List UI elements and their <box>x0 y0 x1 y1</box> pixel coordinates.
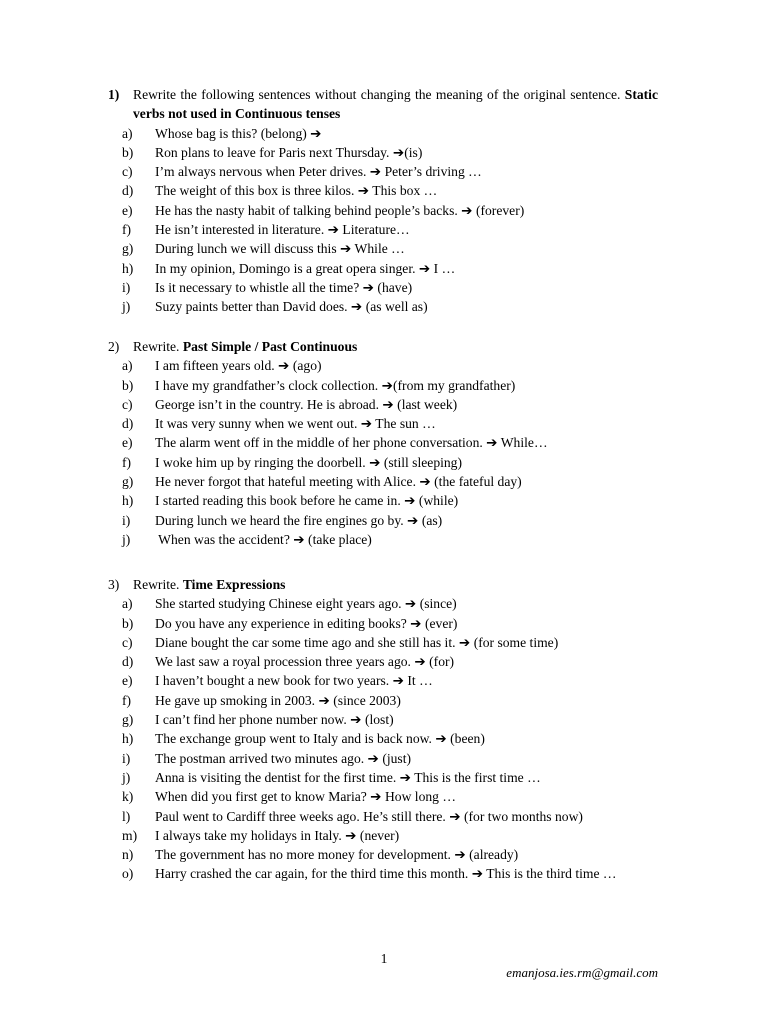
list-item <box>108 729 658 748</box>
item-label: f) <box>122 454 132 470</box>
item-label: h) <box>122 731 134 747</box>
item-text: I can’t find her phone number now. ➔ (lost) <box>155 712 394 728</box>
list-item <box>108 453 658 472</box>
item-label: i) <box>122 512 131 528</box>
item-text: Suzy paints better than David does. ➔ (as well as) <box>155 299 428 315</box>
instruction-topic: Time Expressions <box>182 577 286 592</box>
exercise-heading <box>108 85 658 124</box>
item-label: i) <box>122 279 131 295</box>
list-item <box>108 652 658 671</box>
item-label: c) <box>122 396 133 412</box>
item-text: The weight of this box is three kilos. ➔ This box … <box>155 183 438 199</box>
list-item <box>108 297 658 316</box>
list-item <box>108 826 658 845</box>
item-label: i) <box>122 750 131 766</box>
exercise-number: 3) <box>108 577 120 592</box>
list-item <box>108 633 658 652</box>
item-label: d) <box>122 416 134 432</box>
item-label: j) <box>122 769 131 785</box>
item-text: The postman arrived two minutes ago. ➔ (just) <box>155 750 412 766</box>
list-item <box>108 768 658 787</box>
exercise-instruction <box>133 337 658 356</box>
item-label: a) <box>122 358 133 374</box>
list-item <box>108 749 658 768</box>
exercise-items <box>108 124 658 317</box>
item-text: Harry crashed the car again, for the third time this month. ➔ This is the third time … <box>155 866 617 882</box>
list-item <box>108 278 658 297</box>
item-label: g) <box>122 241 134 257</box>
item-label: b) <box>122 377 134 393</box>
instruction-text: Rewrite the following sentences without changing the meaning of the original sentence. <box>133 87 625 102</box>
item-label: a) <box>122 596 133 612</box>
item-text: It was very sunny when we went out. ➔ The sun … <box>155 416 436 432</box>
list-item <box>108 472 658 491</box>
item-label: h) <box>122 493 134 509</box>
item-text: He has the nasty habit of talking behind people’s backs. ➔ (forever) <box>155 202 525 218</box>
item-text: Diane bought the car some time ago and she still has it. ➔ (for some time) <box>155 634 559 650</box>
list-item <box>108 594 658 613</box>
item-label: b) <box>122 144 134 160</box>
list-item <box>108 807 658 826</box>
list-item <box>108 671 658 690</box>
list-item <box>108 162 658 181</box>
list-item <box>108 143 658 162</box>
instruction-topic: Static verbs not used in Continuous tenses <box>133 87 658 122</box>
exercise-3 <box>108 575 658 884</box>
list-item <box>108 845 658 864</box>
list-item <box>108 787 658 806</box>
list-item <box>108 710 658 729</box>
list-item <box>108 259 658 278</box>
item-label: l) <box>122 808 131 824</box>
item-label: c) <box>122 634 133 650</box>
item-text: Whose bag is this? (belong) ➔ <box>155 125 322 141</box>
instruction-text: Rewrite. <box>133 339 183 354</box>
item-label: e) <box>122 673 133 689</box>
item-label: g) <box>122 474 134 490</box>
exercise-2 <box>108 337 658 549</box>
list-item <box>108 864 658 883</box>
list-item <box>108 239 658 258</box>
exercise-number: 2) <box>108 339 120 354</box>
item-text: He never forgot that hateful meeting with Alice. ➔ (the fateful day) <box>155 474 522 490</box>
list-item <box>108 511 658 530</box>
item-label: a) <box>122 125 133 141</box>
item-text: When did you first get to know Maria? ➔ How long … <box>155 789 456 805</box>
item-text: The alarm went off in the middle of her phone conversation. ➔ While… <box>155 435 548 451</box>
instruction-topic: Past Simple / Past Continuous <box>182 339 358 354</box>
exercise-heading <box>108 337 658 356</box>
item-text: The government has no more money for development. ➔ (already) <box>155 847 519 863</box>
list-item <box>108 201 658 220</box>
item-label: d) <box>122 183 134 199</box>
exercise-instruction <box>133 85 658 124</box>
item-text: The exchange group went to Italy and is back now. ➔ (been) <box>155 731 485 747</box>
item-text: She started studying Chinese eight years ago. ➔ (since) <box>155 596 457 612</box>
item-text: During lunch we will discuss this ➔ While … <box>155 241 405 257</box>
list-item <box>108 530 658 549</box>
item-text: He isn’t interested in literature. ➔ Literature… <box>155 222 410 238</box>
list-item <box>108 124 658 143</box>
item-label: b) <box>122 615 134 631</box>
exercise-heading <box>108 575 658 594</box>
footer-email: emanjosa.ies.rm@gmail.com <box>506 965 658 980</box>
item-text: I have my grandfather’s clock collection. ➔(from my grandfather) <box>155 377 516 393</box>
exercise-instruction <box>133 575 658 594</box>
list-item <box>108 433 658 452</box>
list-item <box>108 181 658 200</box>
item-label: m) <box>122 827 138 843</box>
item-text: He gave up smoking in 2003. ➔ (since 2003) <box>155 692 401 708</box>
item-label: e) <box>122 435 133 451</box>
page-number: 1 <box>380 951 388 966</box>
item-text: During lunch we heard the fire engines go by. ➔ (as) <box>155 512 443 528</box>
item-label: d) <box>122 654 134 670</box>
item-text: In my opinion, Domingo is a great opera singer. ➔ I … <box>155 260 456 276</box>
item-text: Is it necessary to whistle all the time? ➔ (have) <box>155 279 413 295</box>
exercise-items <box>108 594 658 883</box>
item-label: k) <box>122 789 134 805</box>
item-text: I woke him up by ringing the doorbell. ➔ (still sleeping) <box>155 454 463 470</box>
item-text: I started reading this book before he came in. ➔ (while) <box>155 493 459 509</box>
exercise-number: 1) <box>108 87 120 102</box>
item-text: I always take my holidays in Italy. ➔ (never) <box>155 827 400 843</box>
list-item <box>108 356 658 375</box>
item-text: Do you have any experience in editing books? ➔ (ever) <box>155 615 458 631</box>
item-label: o) <box>122 866 134 882</box>
item-text: George isn’t in the country. He is abroad. ➔ (last week) <box>155 396 458 412</box>
list-item <box>108 491 658 510</box>
item-text: Paul went to Cardiff three weeks ago. He’s still there. ➔ (for two months now) <box>155 808 583 824</box>
item-text: We last saw a royal procession three years ago. ➔ (for) <box>155 654 455 670</box>
item-text: Ron plans to leave for Paris next Thursday. ➔(is) <box>155 144 423 160</box>
item-label: e) <box>122 202 133 218</box>
item-label: f) <box>122 692 132 708</box>
item-text: When was the accident? ➔ (take place) <box>155 531 372 547</box>
item-label: f) <box>122 222 132 238</box>
list-item <box>108 395 658 414</box>
exercise-1 <box>108 85 658 317</box>
item-text: I haven’t bought a new book for two years. ➔ It … <box>155 673 433 689</box>
item-label: h) <box>122 260 134 276</box>
instruction-text: Rewrite. <box>133 577 183 592</box>
list-item <box>108 376 658 395</box>
item-label: n) <box>122 847 134 863</box>
list-item <box>108 220 658 239</box>
item-label: j) <box>122 299 131 315</box>
item-text: I am fifteen years old. ➔ (ago) <box>155 358 322 374</box>
item-label: c) <box>122 164 133 180</box>
item-text: Anna is visiting the dentist for the first time. ➔ This is the first time … <box>155 769 541 785</box>
item-label: j) <box>122 531 131 547</box>
exercise-items <box>108 356 658 549</box>
item-text: I’m always nervous when Peter drives. ➔ Peter’s driving … <box>155 164 482 180</box>
list-item <box>108 691 658 710</box>
item-label: g) <box>122 712 134 728</box>
list-item <box>108 614 658 633</box>
list-item <box>108 414 658 433</box>
